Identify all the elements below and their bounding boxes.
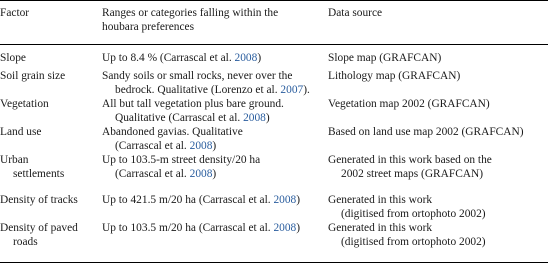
- source-line: 2002 street maps (GRAFCAN): [341, 168, 484, 180]
- range-line: [102, 167, 260, 181]
- factor-line: roads: [13, 236, 38, 248]
- range-text-end: ): [296, 194, 301, 206]
- factor-cell: [0, 97, 49, 111]
- header-rule: [0, 44, 548, 45]
- citation-year: 2008: [243, 112, 266, 124]
- range-line: [102, 83, 310, 97]
- range-cell: [102, 51, 261, 65]
- range-cell: [102, 221, 300, 235]
- source-line: Lithology map (GRAFCAN): [328, 70, 461, 82]
- range-line: [102, 69, 310, 83]
- factor-cell: [0, 193, 78, 207]
- header-ranges: [102, 6, 278, 34]
- range-line: [102, 139, 243, 153]
- range-line: [102, 111, 284, 125]
- factor-cell: [0, 125, 41, 139]
- range-cell: [102, 97, 284, 125]
- citation-year: 2008: [189, 140, 213, 152]
- source-line: Vegetation map 2002 (GRAFCAN): [328, 98, 490, 110]
- factor-line: Soil grain size: [0, 70, 66, 82]
- range-text: All but tall vegetation plus bare ground.: [102, 98, 284, 110]
- source-line: Generated in this work: [328, 222, 433, 234]
- header-ranges-line-2: houbara preferences: [102, 21, 195, 33]
- range-text: Sandy soils or small rocks, never over the: [102, 70, 293, 82]
- source-line: Slope map (GRAFCAN): [328, 52, 442, 64]
- range-text-end: ): [257, 52, 262, 64]
- range-line: [102, 193, 300, 207]
- range-text: Up to 421.5 m/20 ha (Carrascal et al.: [102, 194, 274, 206]
- range-cell: [102, 125, 243, 153]
- range-text: Up to 103.5-m street density/20 ha: [102, 154, 261, 166]
- source-cell: [328, 125, 524, 139]
- source-cell: [328, 69, 460, 83]
- citation-year: 2008: [189, 168, 213, 180]
- source-cell: [328, 221, 486, 249]
- range-text: Up to 103.5 m/20 ha (Carrascal et al.: [102, 222, 274, 234]
- source-cell: [328, 153, 492, 181]
- citation-year: 2008: [273, 222, 297, 234]
- range-line: [102, 221, 300, 235]
- range-line: [102, 125, 243, 139]
- range-text-end: ): [212, 140, 217, 152]
- top-rule: [0, 0, 548, 1]
- factor-line: Urban: [0, 154, 29, 166]
- citation-year: 2007: [280, 84, 304, 96]
- range-cell: [102, 69, 310, 97]
- factor-line: settlements: [13, 168, 65, 180]
- factor-cell: [0, 153, 64, 181]
- source-line: Based on land use map 2002 (GRAFCAN): [328, 126, 524, 138]
- range-line: [102, 153, 260, 167]
- factor-cell: [0, 51, 26, 65]
- source-cell: [328, 97, 490, 111]
- range-text-end: ): [265, 112, 270, 124]
- header-ranges-line-1: Ranges or categories falling within the: [102, 7, 279, 19]
- header-factor: Factor: [0, 7, 30, 19]
- source-line: Generated in this work: [328, 194, 433, 206]
- factor-line: Density of paved: [0, 222, 78, 234]
- citation-year: 2008: [273, 194, 297, 206]
- source-cell: [328, 51, 441, 65]
- source-line: Generated in this work based on the: [328, 154, 492, 166]
- range-text: (Carrascal et al.: [115, 168, 190, 180]
- factor-line: Land use: [0, 126, 42, 138]
- factor-cell: [0, 221, 78, 249]
- range-line: [102, 97, 284, 111]
- range-text-end: ).: [303, 84, 310, 96]
- source-line: (digitised from ortophoto 2002): [341, 236, 486, 248]
- factor-cell: [0, 69, 65, 83]
- range-line: [102, 51, 261, 65]
- range-cell: [102, 153, 260, 181]
- range-text: (Carrascal et al.: [115, 140, 190, 152]
- source-cell: [328, 193, 486, 221]
- range-text-end: ): [296, 222, 301, 234]
- factor-line: Density of tracks: [0, 194, 78, 206]
- range-cell: [102, 193, 300, 207]
- factor-line: Slope: [0, 52, 26, 64]
- range-text: bedrock. Qualitative (Lorenzo et al.: [115, 84, 281, 96]
- source-line: (digitised from ortophoto 2002): [341, 208, 486, 220]
- factor-line: Vegetation: [0, 98, 49, 110]
- range-text: Abandoned gavias. Qualitative: [102, 126, 243, 138]
- range-text: Qualitative (Carrascal et al.: [115, 112, 244, 124]
- range-text: Up to 8.4 % (Carrascal et al.: [102, 52, 235, 64]
- header-source: Data source: [328, 7, 383, 19]
- citation-year: 2008: [234, 52, 258, 64]
- range-text-end: ): [212, 168, 217, 180]
